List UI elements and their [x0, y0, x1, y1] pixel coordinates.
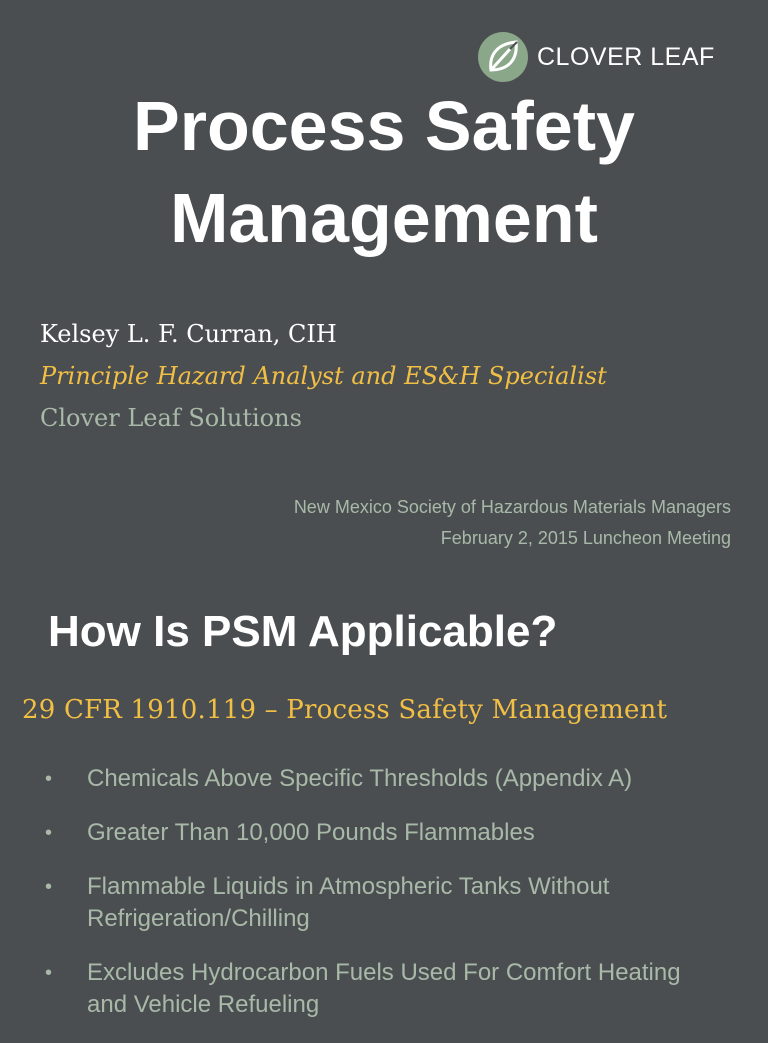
list-item — [0, 957, 727, 1021]
list-item — [0, 817, 727, 849]
presenter-role: Principle Hazard Analyst and ES&H Specialist — [40, 362, 607, 390]
event-date: February 2, 2015 Luncheon Meeting — [440, 528, 731, 548]
slide-title: How Is PSM Applicable? — [48, 607, 558, 656]
bullet-icon: • — [45, 876, 53, 898]
bullet-text: Excludes Hydrocarbon Fuels Used For Comfort Heating and Vehicle Refueling — [87, 959, 681, 1018]
applicability-slide — [0, 585, 768, 1024]
title-line-1: Process Safety — [133, 87, 635, 165]
event-info — [294, 492, 731, 554]
bullet-icon: • — [45, 768, 53, 790]
clover-leaf-icon — [476, 30, 530, 84]
presenter-block — [40, 318, 607, 434]
title-line-2: Management — [170, 179, 598, 257]
bullet-text: Flammable Liquids in Atmospheric Tanks Without Refrigeration/Chilling — [87, 873, 610, 932]
bullet-icon: • — [45, 822, 53, 844]
list-item — [0, 871, 727, 935]
bullet-list — [0, 763, 727, 1043]
bullet-text: Greater Than 10,000 Pounds Flammables — [87, 819, 535, 846]
presenter-name: Kelsey L. F. Curran, CIH — [40, 320, 337, 348]
bullet-icon: • — [45, 962, 53, 984]
logo-text: CLOVER LEAF — [537, 42, 715, 71]
clover-leaf-logo — [476, 30, 715, 84]
bullet-text: Chemicals Above Specific Thresholds (Appendix A) — [87, 765, 633, 792]
presenter-organization: Clover Leaf Solutions — [40, 404, 302, 432]
slide-subtitle: 29 CFR 1910.119 – Process Safety Management — [22, 695, 668, 725]
list-item — [0, 763, 727, 795]
page-title — [0, 80, 768, 264]
event-name: New Mexico Society of Hazardous Materials Managers — [293, 497, 731, 517]
